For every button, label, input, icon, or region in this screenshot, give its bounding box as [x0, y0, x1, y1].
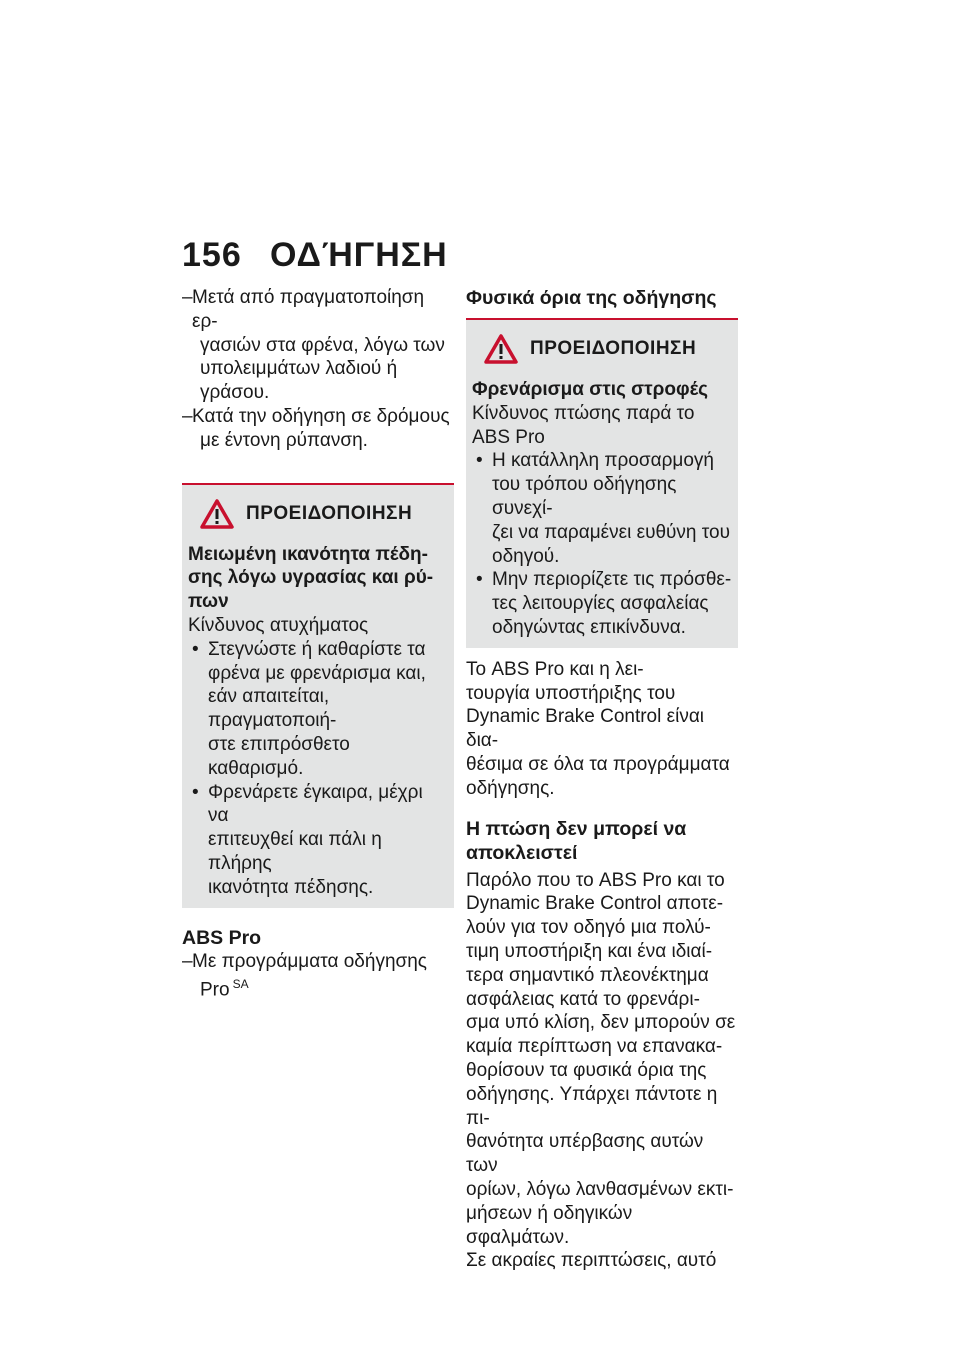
warning-box	[466, 318, 738, 648]
section-title: ΟΔΉΓΗΣΗ	[270, 236, 448, 274]
subsection-heading: Η πτώση δεν μπορεί να αποκλειστεί	[466, 817, 687, 864]
list-item: – Με προγράμματα οδήγησης Pro $^{SA}$	[182, 950, 454, 1003]
warning-title: ΠΡΟΕΙΔΟΠΟΙΗΣΗ	[246, 502, 413, 524]
abs-title: ABS Pro	[182, 926, 262, 949]
warning-title: ΠΡΟΕΙΔΟΠΟΙΗΣΗ	[530, 338, 697, 360]
list-item: – Μετά από πραγματοποίηση ερ- γασιών στα φρένα, λόγω των υπολειμμάτων λαδιού ή γράσου.	[182, 286, 454, 405]
warning-header	[484, 334, 732, 364]
warning-subtitle: Κίνδυνος ατυχήματος	[188, 614, 369, 636]
warning-heading: Φρενάρισμα στις στροφές	[472, 379, 709, 400]
warning-box	[182, 483, 454, 908]
list-item: – Κατά την οδήγηση σε δρόμους με έντονη ρύπανση.	[182, 405, 454, 453]
section-heading: Φυσικά όρια της οδήγησης	[466, 287, 717, 309]
list-item: • Φρενάρετε έγκαιρα, μέχρι να επιτευχθεί και πάλι η πλήρης ικανότητα πέδησης.	[188, 781, 448, 900]
page-number: 156	[182, 236, 242, 274]
paragraph: Το ABS Pro και η λει- τουργία υποστήριξης του Dynamic Brake Control είναι δια- θέσιμα σε όλα τα προγράμματα οδήγησης.	[466, 658, 730, 799]
warning-subtitle: Κίνδυνος πτώσης παρά το ABS Pro	[472, 402, 695, 448]
warning-header	[200, 499, 448, 529]
warning-triangle-icon	[200, 499, 234, 529]
warning-triangle-icon	[484, 334, 518, 364]
left-column	[182, 286, 454, 1002]
paragraph: Παρόλο που το ABS Pro και το Dynamic Brake Control αποτε- λούν για τον οδηγό μια πολύ- τιμη υποστήριξη και ένα ιδιαί- τερα σημαντικό πλεονέκτημα ασφάλειας κατά το φρενάρι- σμα υπό κλίση, δεν μπορούν σε καμία περίπτωση να επανακα- θορίσουν τα φυσικά όρια της οδήγησης. Υπάρχει πάντοτε η πι- θανότητα υπέρβασης αυτών των ορίων, λόγω λανθασμένων εκτι- μήσεων ή οδηγικών σφαλμάτων. Σε ακραίες περιπτώσεις, αυτό	[466, 869, 736, 1272]
list-item: • Η κατάλληλη προσαρμογή του τρόπου οδήγησης συνεχί- ζει να παραμένει ευθύνη του οδηγού.	[472, 449, 732, 568]
sa-superscript: SA	[232, 977, 249, 992]
right-column	[466, 286, 738, 1273]
page-header	[182, 236, 448, 275]
list-item: • Στεγνώστε ή καθαρίστε τα φρένα με φρενάρισμα και, εάν απαιτείται, πραγματοποιή- στε επιπρόσθετο καθαρισμό.	[188, 638, 448, 781]
list-item: • Μην περιορίζετε τις πρόσθε- τες λειτουργίες ασφαλείας οδηγώντας επικίνδυνα.	[472, 568, 732, 639]
warning-heading: Μειωμένη ικανότητα πέδη- σης λόγω υγρασίας και ρύ- πων	[188, 543, 434, 613]
